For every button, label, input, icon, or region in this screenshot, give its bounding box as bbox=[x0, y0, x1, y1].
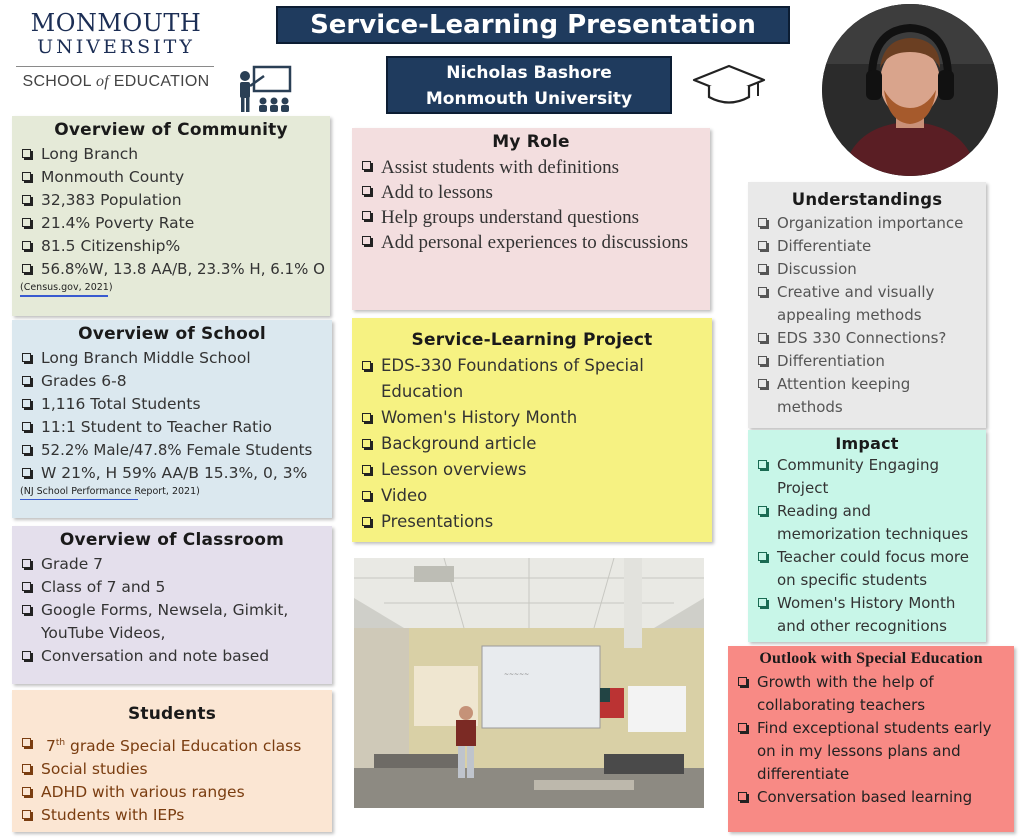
understandings-panel bbox=[748, 182, 986, 428]
classroom-list bbox=[20, 553, 324, 668]
graduation-cap-icon bbox=[692, 64, 766, 106]
impact-list bbox=[756, 454, 978, 638]
list-item: Conversation based learning bbox=[736, 786, 1006, 809]
project-heading: Service-Learning Project bbox=[411, 330, 653, 350]
list-item: 56.8%W, 13.8 AA/B, 23.3% H, 6.1% O bbox=[20, 258, 322, 281]
list-item: Teacher could focus more on specific students bbox=[756, 546, 978, 592]
citation-underline bbox=[20, 295, 108, 297]
presenter-name: Nicholas Bashore bbox=[446, 63, 612, 83]
checkbox-bullet-icon bbox=[22, 445, 31, 454]
presenter-webcam-photo bbox=[822, 4, 998, 176]
checkbox-bullet-icon bbox=[22, 218, 31, 227]
checkbox-bullet-icon bbox=[22, 764, 31, 773]
role-panel bbox=[352, 128, 710, 310]
checkbox-bullet-icon bbox=[758, 598, 767, 607]
school-heading: Overview of School bbox=[78, 324, 266, 344]
checkbox-bullet-icon bbox=[758, 356, 767, 365]
community-list bbox=[20, 143, 325, 281]
list-item: 32,383 Population bbox=[20, 189, 322, 212]
outlook-heading: Outlook with Special Education bbox=[759, 650, 983, 667]
checkbox-bullet-icon bbox=[758, 552, 767, 561]
understandings-list bbox=[756, 212, 978, 419]
understandings-heading: Understandings bbox=[791, 190, 943, 209]
checkbox-bullet-icon bbox=[362, 361, 371, 370]
list-item: EDS-330 Foundations of Special Education bbox=[360, 353, 704, 405]
checkbox-bullet-icon bbox=[22, 241, 31, 250]
outlook-list bbox=[736, 671, 1006, 809]
checkbox-bullet-icon bbox=[22, 149, 31, 158]
list-item: Assist students with definitions bbox=[360, 155, 702, 180]
checkbox-bullet-icon bbox=[22, 422, 31, 431]
list-item: 11:1 Student to Teacher Ratio bbox=[20, 416, 324, 439]
checkbox-bullet-icon bbox=[758, 264, 767, 273]
checkbox-bullet-icon bbox=[362, 236, 371, 245]
checkbox-bullet-icon bbox=[22, 651, 31, 660]
students-list bbox=[20, 732, 324, 827]
checkbox-bullet-icon bbox=[22, 376, 31, 385]
checkbox-bullet-icon bbox=[22, 399, 31, 408]
checkbox-bullet-icon bbox=[362, 517, 371, 526]
checkbox-bullet-icon bbox=[738, 677, 747, 686]
checkbox-bullet-icon bbox=[22, 559, 31, 568]
list-item: EDS 330 Connections? bbox=[756, 327, 978, 350]
list-item: Add to lessons bbox=[360, 180, 702, 205]
list-item: Reading and memorization techniques bbox=[756, 500, 978, 546]
list-item: Background article bbox=[360, 431, 704, 457]
checkbox-bullet-icon bbox=[362, 491, 371, 500]
list-item: Long Branch bbox=[20, 143, 322, 166]
list-item: Organization importance bbox=[756, 212, 978, 235]
checkbox-bullet-icon bbox=[758, 287, 767, 296]
list-item: Presentations bbox=[360, 509, 704, 535]
logo-university-word: UNIVERSITY bbox=[37, 36, 195, 58]
checkbox-bullet-icon bbox=[362, 413, 371, 422]
list-item: Differentiate bbox=[756, 235, 978, 258]
school-list bbox=[20, 347, 324, 485]
list-item: 21.4% Poverty Rate bbox=[20, 212, 322, 235]
checkbox-bullet-icon bbox=[362, 465, 371, 474]
checkbox-bullet-icon bbox=[362, 161, 371, 170]
community-heading: Overview of Community bbox=[54, 120, 288, 140]
list-item: Discussion bbox=[756, 258, 978, 281]
list-item: 1,116 Total Students bbox=[20, 393, 324, 416]
logo-divider bbox=[16, 66, 214, 67]
checkbox-bullet-icon bbox=[362, 186, 371, 195]
checkbox-bullet-icon bbox=[22, 264, 31, 273]
role-heading: My Role bbox=[492, 132, 570, 152]
list-item: Social studies bbox=[20, 758, 324, 781]
list-item: Class of 7 and 5 bbox=[20, 576, 324, 599]
project-panel bbox=[352, 318, 712, 542]
project-list bbox=[360, 353, 704, 535]
logo-school-of-education: SCHOOL of EDUCATION bbox=[22, 73, 210, 90]
list-item: Long Branch Middle School bbox=[20, 347, 324, 370]
list-item: ADHD with various ranges bbox=[20, 781, 324, 804]
role-list bbox=[360, 155, 702, 255]
checkbox-bullet-icon bbox=[22, 787, 31, 796]
list-item: Differentiation bbox=[756, 350, 978, 373]
list-item: Help groups understand questions bbox=[360, 205, 702, 230]
list-item: Lesson overviews bbox=[360, 457, 704, 483]
checkbox-bullet-icon bbox=[362, 439, 371, 448]
checkbox-bullet-icon bbox=[22, 810, 31, 819]
classroom-heading: Overview of Classroom bbox=[59, 530, 285, 550]
list-item: Find exceptional students early on in my lessons plans and differentiate bbox=[736, 717, 1006, 786]
list-item: Grades 6-8 bbox=[20, 370, 324, 393]
community-panel bbox=[12, 116, 330, 316]
checkbox-bullet-icon bbox=[22, 738, 31, 747]
list-item: W 21%, H 59% AA/B 15.3%, 0, 3% bbox=[20, 462, 324, 485]
list-item: Monmouth County bbox=[20, 166, 322, 189]
checkbox-bullet-icon bbox=[758, 379, 767, 388]
checkbox-bullet-icon bbox=[758, 333, 767, 342]
list-item: Add personal experiences to discussions bbox=[360, 230, 702, 255]
checkbox-bullet-icon bbox=[758, 506, 767, 515]
list-item: Growth with the help of collaborating teachers bbox=[736, 671, 1006, 717]
checkbox-bullet-icon bbox=[22, 582, 31, 591]
checkbox-bullet-icon bbox=[22, 468, 31, 477]
list-item: Attention keeping methods bbox=[756, 373, 978, 419]
list-item: Creative and visually appealing methods bbox=[756, 281, 978, 327]
list-item: Women's History Month bbox=[360, 405, 704, 431]
list-item: 52.2% Male/47.8% Female Students bbox=[20, 439, 324, 462]
community-citation: (Census.gov, 2021) bbox=[20, 282, 113, 293]
classroom-panel bbox=[12, 526, 332, 684]
list-item: Video bbox=[360, 483, 704, 509]
citation-underline bbox=[20, 499, 138, 500]
outlook-panel bbox=[728, 646, 1014, 832]
checkbox-bullet-icon bbox=[22, 195, 31, 204]
impact-panel bbox=[748, 430, 986, 642]
presenter-banner bbox=[386, 56, 672, 114]
checkbox-bullet-icon bbox=[22, 353, 31, 362]
checkbox-bullet-icon bbox=[758, 218, 767, 227]
list-item: Grade 7 bbox=[20, 553, 324, 576]
svg-text:~~~~~: ~~~~~ bbox=[504, 671, 530, 678]
presentation-title: Service-Learning Presentation bbox=[276, 6, 790, 44]
list-item: 81.5 Citizenship% bbox=[20, 235, 322, 258]
checkbox-bullet-icon bbox=[738, 792, 747, 801]
checkbox-bullet-icon bbox=[758, 241, 767, 250]
list-item: Students with IEPs bbox=[20, 804, 324, 827]
list-item: Conversation and note based bbox=[20, 645, 324, 668]
logo-university-name: MONMOUTH bbox=[30, 9, 202, 37]
list-item: Google Forms, Newsela, Gimkit, YouTube Videos, bbox=[20, 599, 324, 645]
list-item: Community Engaging Project bbox=[756, 454, 978, 500]
checkbox-bullet-icon bbox=[22, 605, 31, 614]
checkbox-bullet-icon bbox=[22, 172, 31, 181]
checkbox-bullet-icon bbox=[738, 723, 747, 732]
students-heading: Students bbox=[127, 704, 217, 724]
classroom-photo bbox=[354, 558, 704, 808]
teacher-presenting-icon bbox=[236, 64, 294, 114]
list-item: Women's History Month and other recognitions bbox=[756, 592, 978, 638]
checkbox-bullet-icon bbox=[362, 211, 371, 220]
school-panel bbox=[12, 320, 332, 518]
presenter-school: Monmouth University bbox=[425, 89, 633, 109]
list-item: 7th grade Special Education class bbox=[20, 732, 324, 758]
students-panel bbox=[12, 690, 332, 832]
impact-heading: Impact bbox=[835, 434, 899, 453]
checkbox-bullet-icon bbox=[758, 460, 767, 469]
school-citation: (NJ School Performance Report, 2021) bbox=[20, 486, 200, 497]
